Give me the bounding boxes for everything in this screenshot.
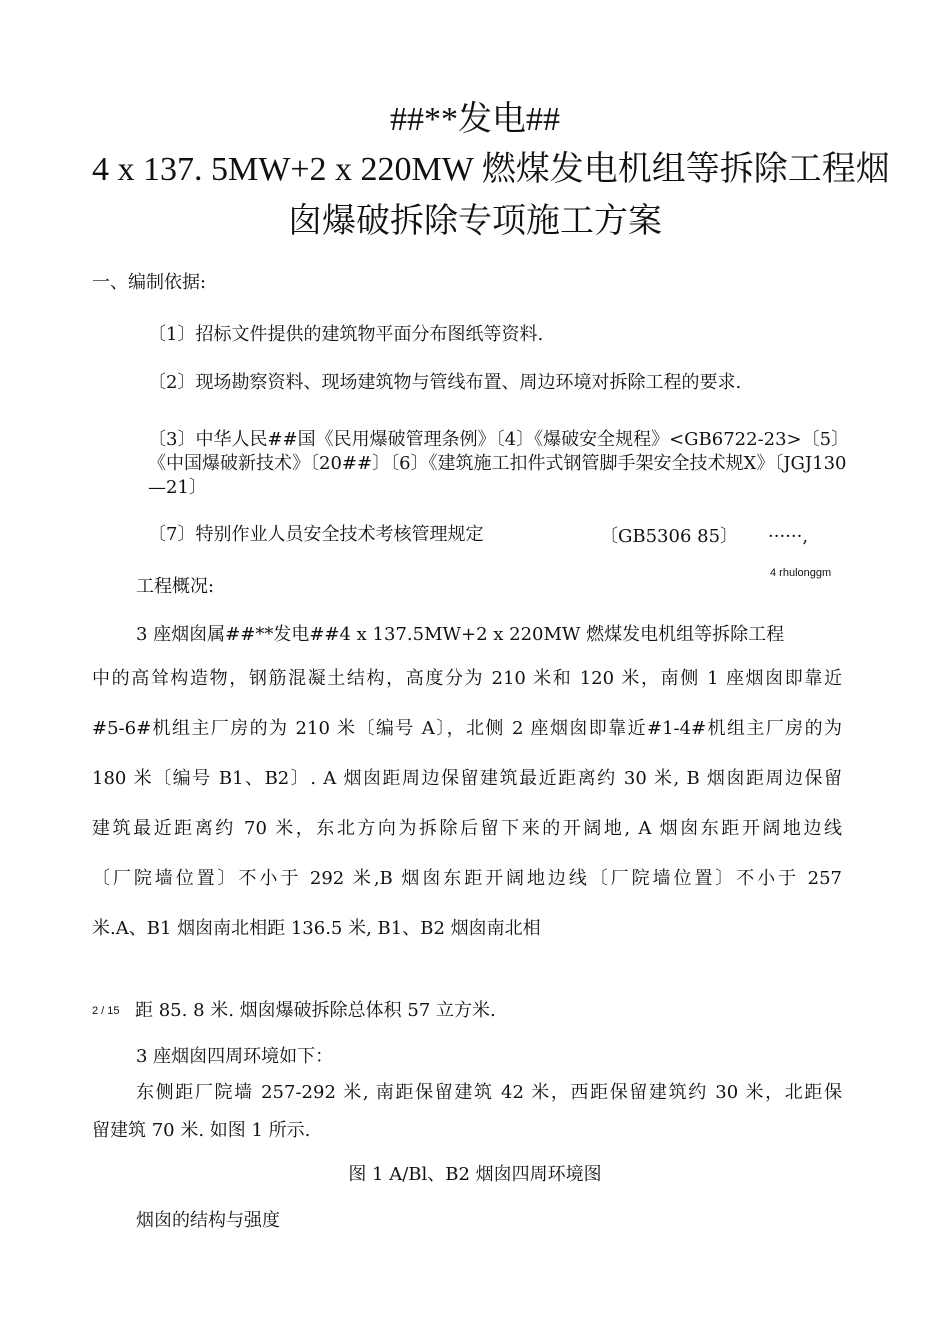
structure-heading: 烟囱的结构与强度 — [136, 1210, 280, 1231]
page-marker: 2 / 15 — [92, 1005, 120, 1017]
continuation-text: 距 85. 8 米. 烟囱爆破拆除总体积 57 立方米. — [135, 1000, 496, 1021]
env-heading: 3 座烟囱四周环境如下： — [136, 1046, 334, 1067]
overview-line-3: 180 米〔编号 B1、B2〕. A 烟囱距周边保留建筑最近距离约 30 米, B 烟囱距周边保留 — [92, 768, 842, 789]
env-line-1: 东侧距厂院墙 257-292 米, 南距保留建筑 42 米，西距保留建筑约 30 米，北距保 — [136, 1082, 842, 1103]
doc-title-line1: ##**发电## — [390, 101, 560, 138]
doc-title-line3: 囱爆破拆除专项施工方案 — [288, 203, 662, 240]
basis-item-3-6: 〔3〕中华人民##国《民用爆破管理条例》〔4〕《爆破安全规程》<GB6722-23>〔5〕《中国爆破新技术》〔20##〕〔6〕《建筑施工扣件式钢管脚手架安全技术规X》〔JGJ130—21〕 — [148, 429, 847, 498]
overview-line-2: #5-6#机组主厂房的为 210 米〔编号 A〕，北侧 2 座烟囱即靠近#1-4#机组主厂房的为 — [92, 718, 842, 739]
doc-title-line2: 4 x 137. 5MW+2 x 220MW 燃煤发电机组等拆除工程烟 — [92, 151, 890, 188]
overview-line-4: 建筑最近距离约 70 米，东北方向为拆除后留下来的开阔地, A 烟囱东距开阔地边线 — [92, 818, 842, 839]
overview-line-5: 〔厂院墙位置〕不小于 292 米,B 烟囱东距开阔地边线〔厂院墙位置〕不小于 257 — [92, 868, 842, 889]
basis-item-7-code: 〔GB5306 85〕 — [600, 526, 739, 547]
section2-heading: 工程概况: — [136, 576, 215, 597]
basis-item-2: 〔2〕现场勘察资料、现场建筑物与管线布置、周边环境对拆除工程的要求. — [148, 372, 742, 393]
overview-line-1: 中的高耸构造物，钢筋混凝土结构，高度分为 210 米和 120 米，南侧 1 座烟囱即靠近 — [92, 668, 842, 689]
figure-caption: 图 1 A/Bl、B2 烟囱四周环境图 — [348, 1164, 602, 1185]
env-line-2: 留建筑 70 米. 如图 1 所示. — [92, 1120, 311, 1141]
overview-line-6: 米.A、B1 烟囱南北相距 136.5 米, B1、B2 烟囱南北相 — [92, 918, 541, 939]
side-note: 4 rhulonggm — [770, 567, 832, 579]
overview-para-first: 3 座烟囱属##**发电##4 x 137.5MW+2 x 220MW 燃煤发电机组等拆除工程 — [136, 624, 785, 645]
basis-item-7: 〔7〕特别作业人员安全技术考核管理规定 — [148, 524, 484, 545]
section1-heading: 一、编制依据: — [92, 272, 207, 293]
basis-item-1: 〔1〕招标文件提供的建筑物平面分布图纸等资料. — [148, 324, 544, 345]
basis-item-7-dots: ······, — [768, 526, 809, 547]
